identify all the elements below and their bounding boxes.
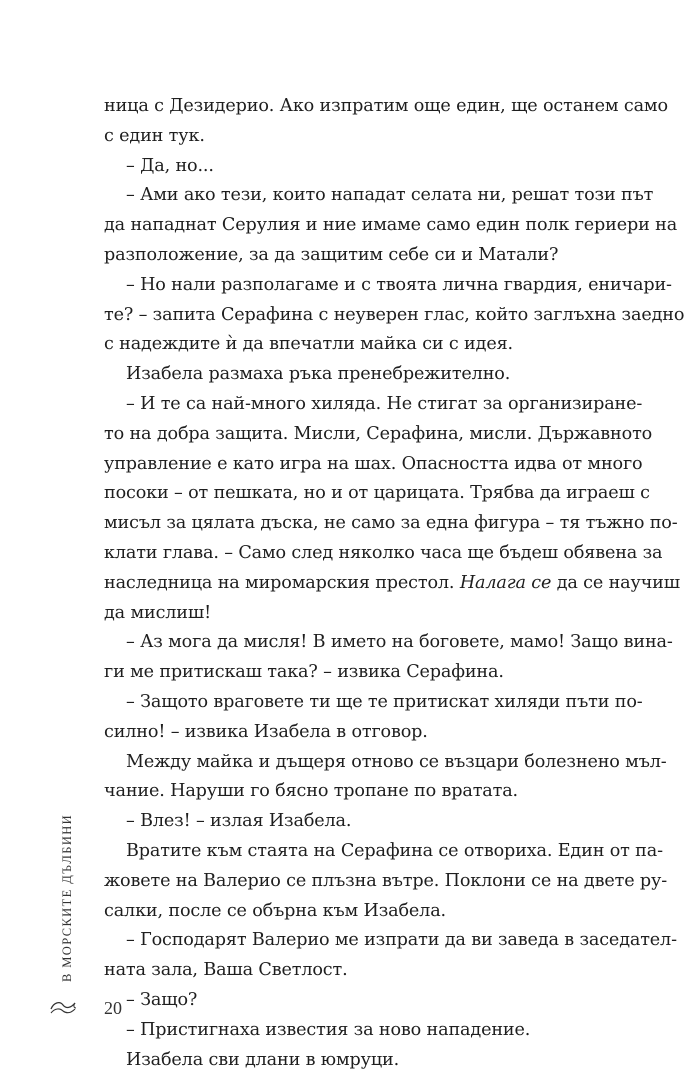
text-line: то на добра защита. Мисли, Серафина, мисли. Държавното	[104, 423, 653, 444]
page-number: 20	[104, 998, 122, 1018]
text-line: ница с Дезидерио. Ако изпратим още един, ще останем само	[104, 96, 668, 116]
text-line: – Защо?	[126, 989, 198, 1010]
text-segment: наследница на миромарския престол.	[104, 572, 455, 593]
text-line: да нападнат Серулия и ние имаме само един полк гериери на	[104, 215, 678, 236]
text-line: – Влез! – излая Изабела.	[126, 811, 352, 832]
text-line: с надеждите ѝ да впечатли майка си с идея.	[104, 334, 513, 355]
text-line: – Аз мога да мисля! В името на боговете, мамо! Защо вина-	[126, 632, 673, 653]
text-line	[104, 569, 680, 599]
text-line: те? – запита Серафина с неуверен глас, който заглъхна заедно	[104, 304, 685, 325]
running-head: В МОРСКИТЕ ДЪЛБИНИ	[60, 813, 74, 982]
text-line: Между майка и дъщеря отново се възцари болезнено мъл-	[126, 751, 667, 772]
text-line: – Господарят Валерио ме изпрати да ви заведа в заседател-	[126, 930, 677, 951]
wave-ornament-icon	[48, 998, 78, 1018]
text-line: с един тук.	[104, 125, 205, 146]
text-line: – Но нали разполагаме и с твоята лична гвардия, еничари-	[126, 274, 672, 295]
text-line: – Ами ако тези, които нападат селата ни, решат този път	[126, 185, 654, 206]
text-line: жовете на Валерио се плъзна вътре. Поклони се на двете ру-	[104, 870, 668, 891]
text-line: разположение, за да защитим себе си и Матали?	[104, 244, 559, 265]
text-line: – И те са най-много хиляда. Не стигат за организиране-	[126, 393, 643, 414]
body-text	[104, 92, 685, 1075]
text-line: да мислиш!	[104, 602, 212, 623]
emphasis-text: Налага се	[459, 572, 552, 593]
text-line: управление е като игра на шах. Опасността идва от много	[104, 453, 643, 474]
text-line: посоки – от пешката, но и от царицата. Трябва да играеш с	[104, 483, 650, 504]
text-segment: да се научиш	[556, 572, 680, 593]
text-line: ги ме притискаш така? – извика Серафина.	[104, 662, 504, 683]
text-line: мисъл за цялата дъска, не само за една фигура – тя тъжно по-	[104, 513, 678, 534]
text-line: Изабела сви длани в юмруци.	[126, 1049, 400, 1070]
text-line: ната зала, Ваша Светлост.	[104, 960, 348, 981]
text-line: силно! – извика Изабела в отговор.	[104, 721, 428, 742]
text-line: Изабела размаха ръка пренебрежително.	[126, 364, 511, 385]
text-line: – Защото враговете ти ще те притискат хиляди пъти по-	[126, 691, 643, 712]
text-line: – Да, но...	[126, 155, 214, 176]
text-line: клати глава. – Само след няколко часа ще бъдеш обявена за	[104, 542, 663, 563]
text-line: Вратите към стаята на Серафина се отвориха. Един от па-	[126, 840, 663, 861]
text-line: – Пристигнаха известия за ново нападение.	[126, 1019, 531, 1040]
text-line: салки, после се обърна към Изабела.	[104, 900, 446, 921]
text-line: чание. Наруши го бясно тропане по вратата.	[104, 781, 518, 802]
